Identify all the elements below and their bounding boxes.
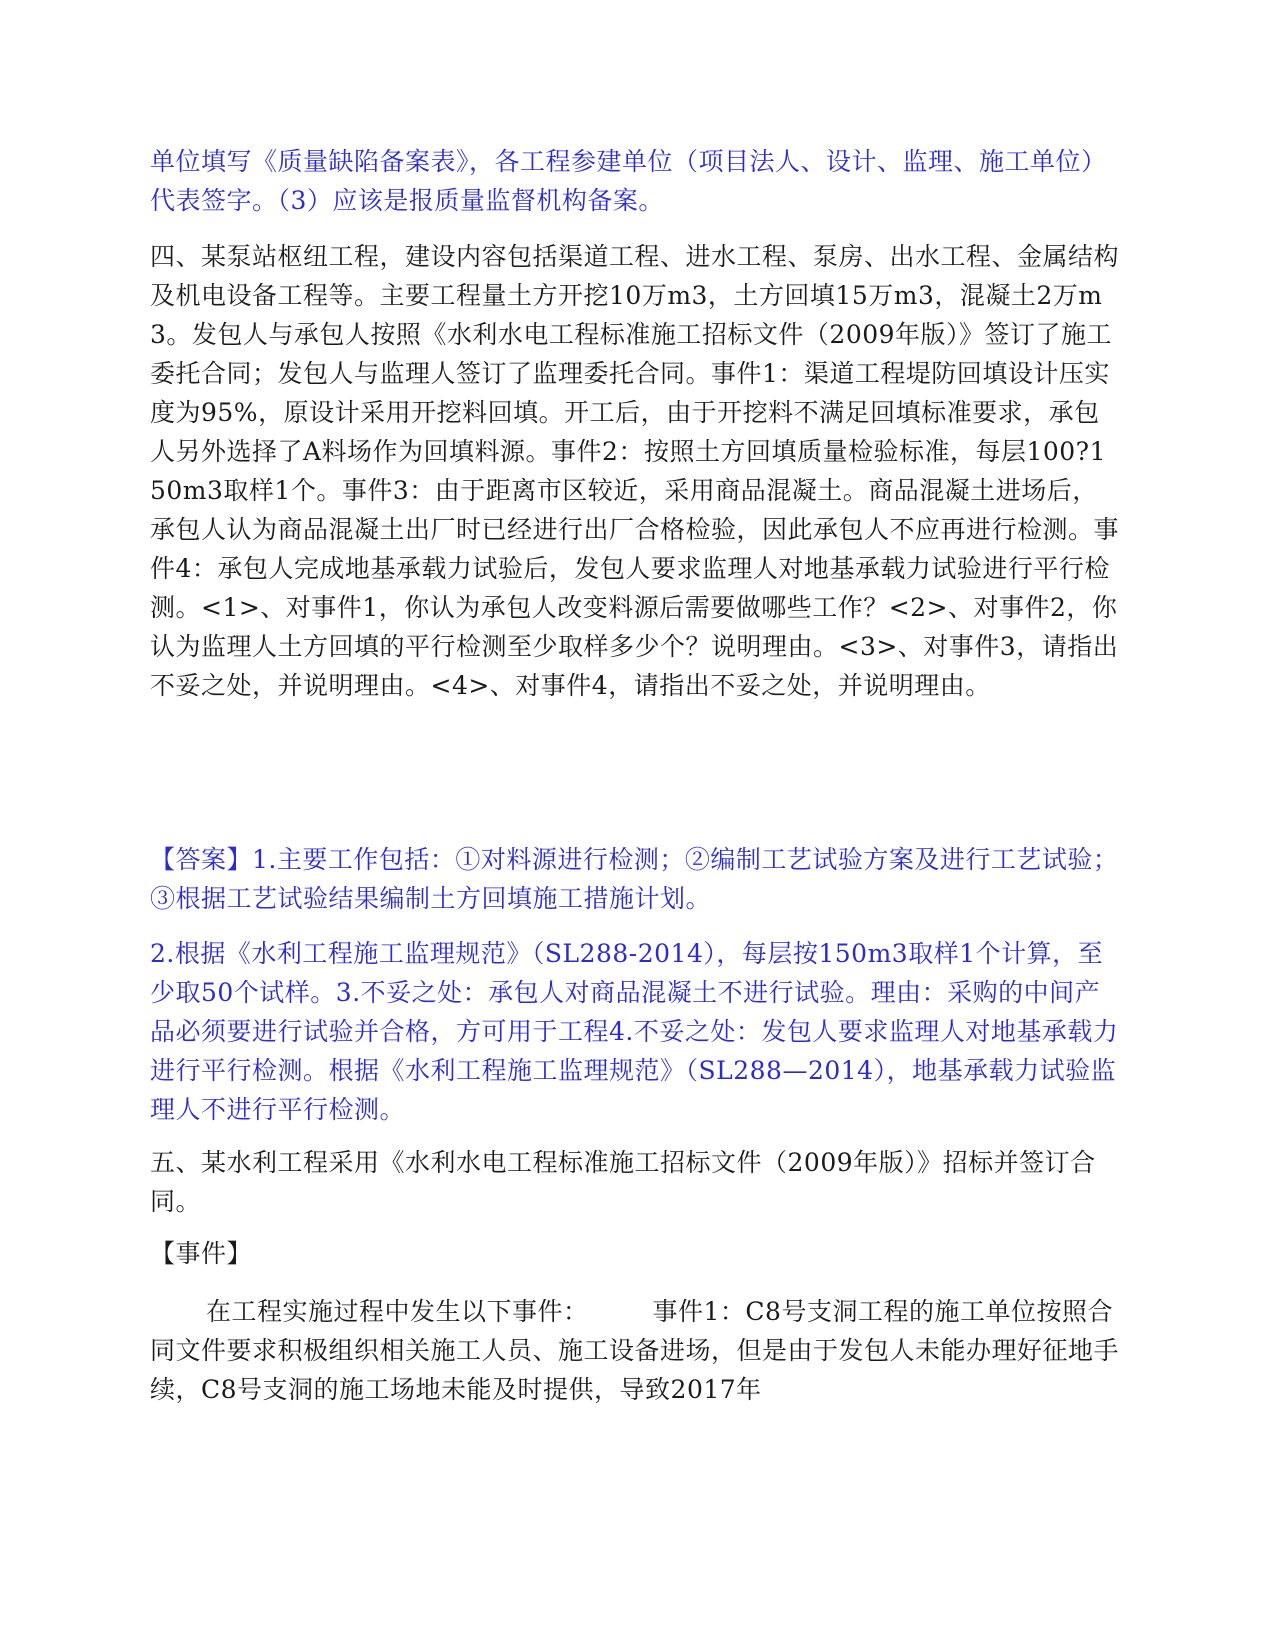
event-description-paragraph: 在工程实施过程中发生以下事件： 事件1：C8号支洞工程的施工单位按照合同文件要求积极组织相关施工人员、施工设备进场，但是由于发包人未能办理好征地手续，C8号支洞的施工场地未能及时提供，导致2017年 (150, 1297, 1120, 1404)
question-five-paragraph: 五、某水利工程采用《水利水电工程标准施工招标文件（2009年版）》招标并签订合同。 (150, 1148, 1096, 1216)
event-heading: 【事件】 (150, 1239, 253, 1268)
question-four-paragraph: 四、某泵站枢纽工程，建设内容包括渠道工程、进水工程、泵房、出水工程、金属结构及机电设备工程等。主要工程量土方开挖10万m3，土方回填15万m3，混凝土2万m3。发包人与承包人按照《水利水电工程标准施工招标文件（2009年版）》签订了施工委托合同；发包人与监理人签订了监理委托合同。事件1：渠道工程堤防回填设计压实度为95%，原设计采用开挖料回填。开工后，由于开挖料不满足回填标准要求，承包人另外选择了A料场作为回填料源。事件2：按照土方回填质量检验标准，每层100?150m3取样1个。事件3：由于距离市区较近，采用商品混凝土。商品混凝土进场后，承包人认为商品混凝土出厂时已经进行出厂合格检验，因此承包人不应再进行检测。事件4：承包人完成地基承载力试验后，发包人要求监理人对地基承载力试验进行平行检测。<1>、对事件1，你认为承包人改变料源后需要做哪些工作？<2>、对事件2，你认为监理人土方回填的平行检测至少取样多少个？说明理由。<3>、对事件3，请指出不妥之处，并说明理由。<4>、对事件4，请指出不妥之处，并说明理由。 (150, 242, 1120, 700)
answer-paragraph-part-two: 2.根据《水利工程施工监理规范》（SL288-2014），每层按150m3取样1个计算，至少取50个试样。3.不妥之处：承包人对商品混凝土不进行试验。理由：采购的中间产品必须要进行试验并合格，方可用于工程4.不妥之处：发包人要求监理人对地基承载力进行平行检测。根据《水利工程施工监理规范》（SL288—2014），地基承载力试验监理人不进行平行检测。 (150, 939, 1119, 1124)
answer-paragraph-continued: 单位填写《质量缺陷备案表》，各工程参建单位（项目法人、设计、监理、施工单位）代表签字。（3）应该是报质量监督机构备案。 (150, 147, 1107, 215)
answer-paragraph-part-one: 【答案】1.主要工作包括：①对料源进行检测；②编制工艺试验方案及进行工艺试验；③根据工艺试验结果编制土方回填施工措施计划。 (150, 845, 1119, 913)
